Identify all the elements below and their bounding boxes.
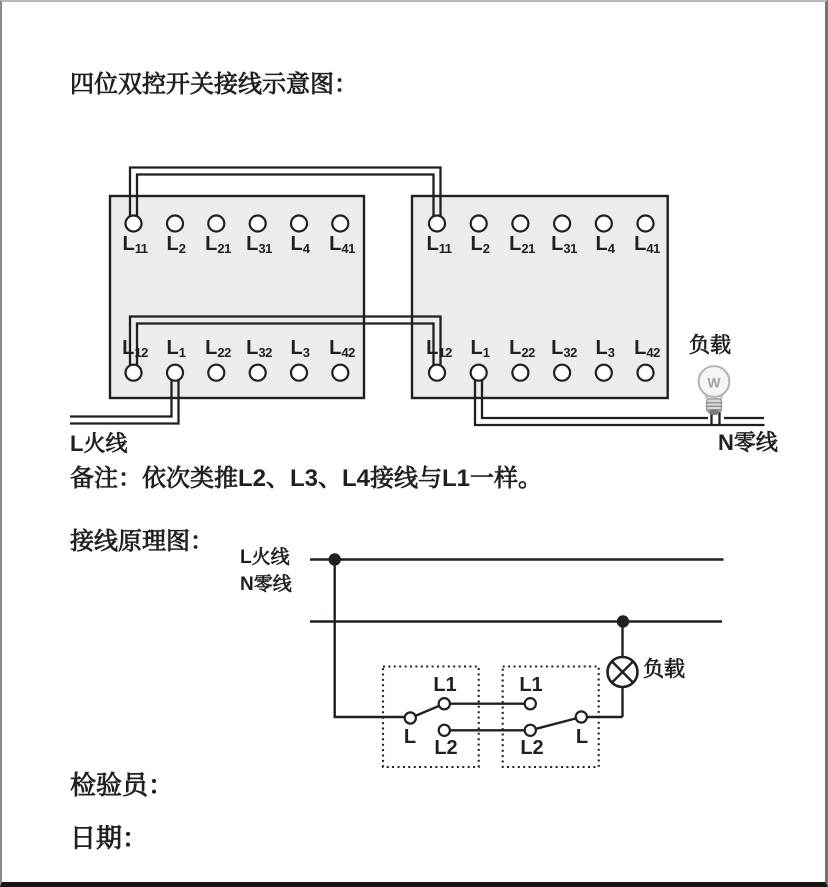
live-wire-label-wiring: L火线 <box>70 431 128 456</box>
terminal-label: L2 <box>470 233 490 256</box>
terminal-label: L3 <box>290 337 310 360</box>
neutral-wire-label-wiring: N零线 <box>718 430 778 455</box>
terminal-label: L41 <box>634 233 660 256</box>
bulb-watt-letter: W <box>707 374 721 391</box>
wiring-diagram-title: 四位双控开关接线示意图： <box>70 71 358 98</box>
terminal-label: L41 <box>329 233 355 256</box>
switch2-l2-label: L2 <box>520 737 544 759</box>
switch2-common-label: L <box>575 726 589 748</box>
terminal-label: L31 <box>246 233 272 256</box>
terminal-label: L3 <box>595 337 615 360</box>
switch1-l1-label: L1 <box>433 674 457 696</box>
terminal-label: L31 <box>551 233 577 256</box>
note-text: 备注：依次类推L2、L3、L4接线与L1一样。 <box>70 465 543 492</box>
terminal-label: L4 <box>595 233 615 256</box>
terminal-label: L12 <box>122 337 148 360</box>
load-label-wiring: 负载 <box>689 334 731 357</box>
schematic-title: 接线原理图： <box>70 528 214 555</box>
terminal-label: L12 <box>426 337 452 360</box>
light-bulb-icon <box>699 366 730 415</box>
terminal-label: L4 <box>290 233 310 256</box>
terminal-label: L42 <box>329 337 355 360</box>
terminal-label: L11 <box>122 233 148 256</box>
terminal-label: L1 <box>166 337 186 360</box>
terminal-label: L32 <box>246 337 272 360</box>
inspector-label: 检验员： <box>70 770 175 800</box>
terminal-label: L21 <box>509 233 535 256</box>
terminal-label: L1 <box>470 337 490 360</box>
terminal-label: L22 <box>205 337 231 360</box>
switch-box-right <box>412 196 668 398</box>
live-wire-label-schematic: L火线 <box>240 547 290 568</box>
schematic-bus-lines <box>310 560 724 622</box>
terminal-label: L11 <box>426 233 452 256</box>
terminal-label: L21 <box>205 233 231 256</box>
date-label: 日期： <box>70 823 149 853</box>
lamp-icon <box>608 657 638 687</box>
switch-box-left <box>110 196 364 398</box>
terminal-label: L2 <box>166 233 186 256</box>
terminal-label: L42 <box>634 337 660 360</box>
switch1-l2-label: L2 <box>434 737 458 759</box>
neutral-wire-label-schematic: N零线 <box>240 574 292 595</box>
terminal-label: L32 <box>551 337 577 360</box>
switch1-common-label: L <box>403 726 417 748</box>
load-label-schematic: 负载 <box>643 658 685 681</box>
switch2-l1-label: L1 <box>519 674 543 696</box>
terminal-label: L22 <box>509 337 535 360</box>
schematic-wires <box>335 560 623 731</box>
